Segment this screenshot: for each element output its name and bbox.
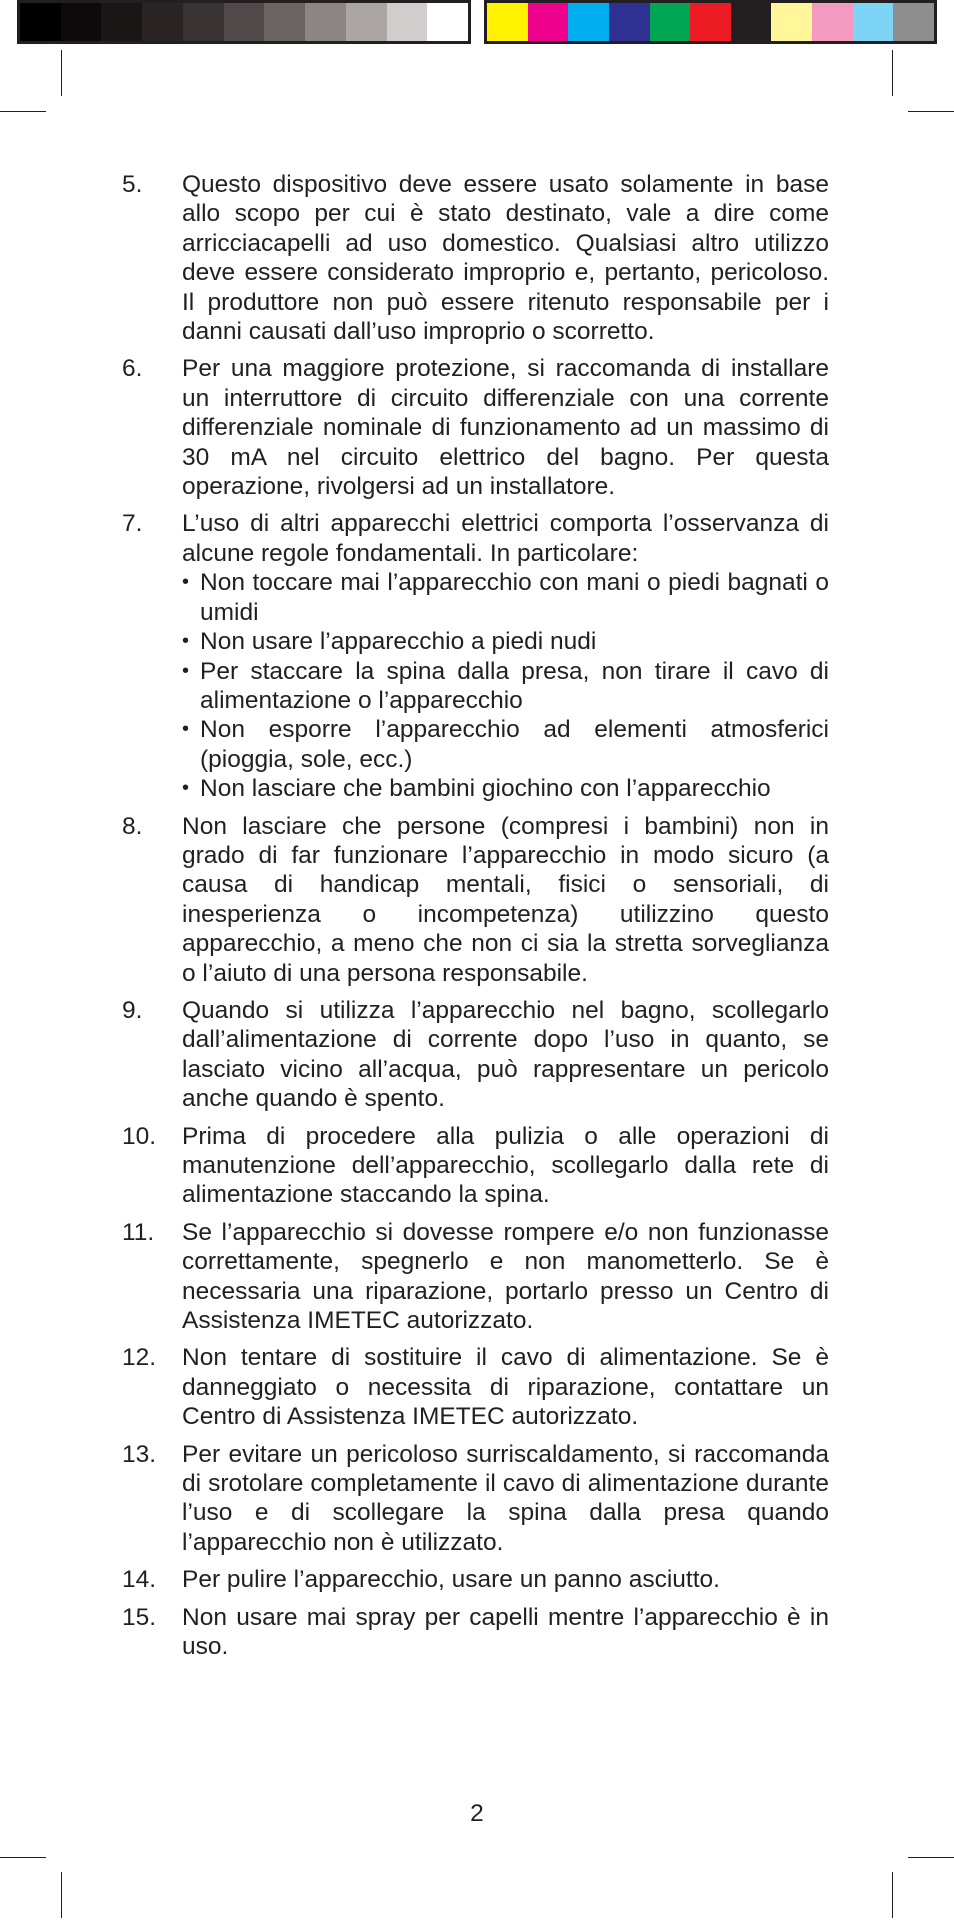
gray-swatch — [427, 3, 468, 41]
color-swatch — [812, 3, 853, 41]
color-swatch — [690, 3, 731, 41]
color-swatches — [484, 0, 937, 44]
item-number: 5. — [122, 171, 143, 198]
bullet-item: • Non toccare mai l’apparecchio con mani o piedi bagnati o umidi — [182, 568, 829, 627]
instruction-item — [120, 1565, 829, 1594]
item-number: 13. — [122, 1440, 157, 1468]
item-number: 12. — [122, 1344, 157, 1372]
gray-swatch — [346, 3, 387, 41]
crop-mark-bottom-right-horizontal — [908, 1857, 954, 1858]
color-swatch — [568, 3, 609, 41]
grayscale-swatches — [17, 0, 471, 44]
instruction-item — [120, 354, 829, 501]
crop-mark-bottom-right-vertical — [892, 1872, 893, 1918]
crop-mark-top-right-vertical — [892, 50, 893, 96]
item-text: Non lasciare che persone (compresi i bambini) non in grado di far funzionare l’apparecchio in modo sicuro (a causa di handicap mentali, fisici o sensoriali, di inesperienza o incompetenza) utilizzino questo apparecchio, a meno che non ci sia la stretta sorveglianza o l’aiuto di una persona responsabile. — [182, 812, 829, 987]
instruction-item — [120, 170, 829, 346]
gray-swatch — [142, 3, 183, 41]
safety-instructions — [120, 170, 829, 1670]
instruction-item — [120, 1122, 829, 1210]
color-swatch — [771, 3, 812, 41]
instruction-item — [120, 812, 829, 988]
instruction-item — [120, 996, 829, 1114]
bullet-item: • Non lasciare che bambini giochino con l’apparecchio — [182, 774, 829, 803]
gray-swatch — [224, 3, 265, 41]
instruction-item — [120, 509, 829, 803]
color-swatch — [893, 3, 934, 41]
crop-mark-bottom-left-horizontal — [0, 1857, 46, 1858]
item-number: 11. — [122, 1218, 155, 1246]
item-text: Prima di procedere alla pulizia o alle operazioni di manutenzione dell’apparecchio, scollegarlo dalla rete di alimentazione staccando la spina. — [182, 1122, 829, 1209]
item-number: 7. — [122, 510, 143, 538]
instruction-item — [120, 1603, 829, 1662]
bullet-item: • Per staccare la spina dalla presa, non tirare il cavo di alimentazione o l’apparecchio — [182, 657, 829, 716]
instruction-item — [120, 1440, 829, 1558]
crop-mark-bottom-left-vertical — [61, 1872, 62, 1918]
item-number: 6. — [122, 355, 143, 383]
item-text: Non usare mai spray per capelli mentre l’apparecchio è in uso. — [182, 1603, 829, 1661]
item-number: 15. — [122, 1603, 157, 1631]
item-text: Non tentare di sostituire il cavo di alimentazione. Se è danneggiato o necessita di riparazione, contattare un Centro di Assistenza IMETEC autorizzato. — [182, 1344, 829, 1431]
item-text: L’uso di altri apparecchi elettrici comporta l’osservanza di alcune regole fondamentali. In particolare: — [182, 510, 829, 567]
gray-swatch — [264, 3, 305, 41]
item-number: 10. — [122, 1122, 157, 1150]
item-number: 9. — [122, 996, 143, 1024]
instruction-item — [120, 1343, 829, 1431]
bullet-item: • Non usare l’apparecchio a piedi nudi — [182, 627, 829, 656]
item-text: Quando si utilizza l’apparecchio nel bagno, scollegarlo dall’alimentazione di corrente dopo l’uso in quanto, se lasciato vicino all’acqua, può rappresentare un pericolo anche quando è spento. — [182, 996, 829, 1113]
crop-mark-top-left-vertical — [61, 50, 62, 96]
item-text: Per pulire l’apparecchio, usare un panno asciutto. — [182, 1566, 720, 1594]
gray-swatch — [61, 3, 102, 41]
item-text: Per una maggiore protezione, si raccomanda di installare un interruttore di circuito differenziale con una corrente differenziale nominale di funzionamento ad un massimo di 30 mA nel circuito elettrico del bagno. Per questa operazione, rivolgersi ad un installatore. — [182, 355, 829, 501]
color-swatch — [609, 3, 650, 41]
color-swatch — [853, 3, 894, 41]
gray-swatch — [20, 3, 61, 41]
gray-swatch — [183, 3, 224, 41]
instruction-item — [120, 1218, 829, 1336]
instruction-list — [120, 170, 829, 1662]
gray-swatch — [387, 3, 428, 41]
item-text: Se l’apparecchio si dovesse rompere e/o non funzionasse correttamente, spegnerlo e non manometterlo. Se è necessaria una riparazione, portarlo presso un Centro di Assistenza IMETEC autorizzato. — [182, 1218, 829, 1335]
item-number: 14. — [122, 1566, 157, 1594]
gray-swatch — [305, 3, 346, 41]
item-text: Per evitare un pericoloso surriscaldamento, si raccomanda di srotolare completamente il cavo di alimentazione durante l’uso e di scollegare la spina dalla presa quando l’apparecchio non è utilizzato. — [182, 1440, 829, 1556]
color-swatch — [731, 3, 772, 41]
sub-bullet-list — [182, 568, 829, 803]
color-swatch — [650, 3, 691, 41]
crop-mark-top-left-horizontal — [0, 111, 46, 112]
item-number: 8. — [122, 812, 143, 840]
gray-swatch — [101, 3, 142, 41]
bullet-item: • Non esporre l’apparecchio ad elementi atmosferici (pioggia, sole, ecc.) — [182, 715, 829, 774]
crop-mark-top-right-horizontal — [908, 111, 954, 112]
item-text: Questo dispositivo deve essere usato solamente in base allo scopo per cui è stato destinato, vale a dire come arricciacapelli ad uso domestico. Qualsiasi altro utilizzo deve essere considerato improprio e, pertanto, pericoloso. Il produttore non può essere ritenuto responsabile per i danni causati dall’uso improprio o scorretto. — [182, 171, 829, 346]
page-number: 2 — [470, 1800, 484, 1827]
color-swatch — [528, 3, 569, 41]
color-calibration-bar — [17, 0, 937, 44]
color-swatch — [487, 3, 528, 41]
